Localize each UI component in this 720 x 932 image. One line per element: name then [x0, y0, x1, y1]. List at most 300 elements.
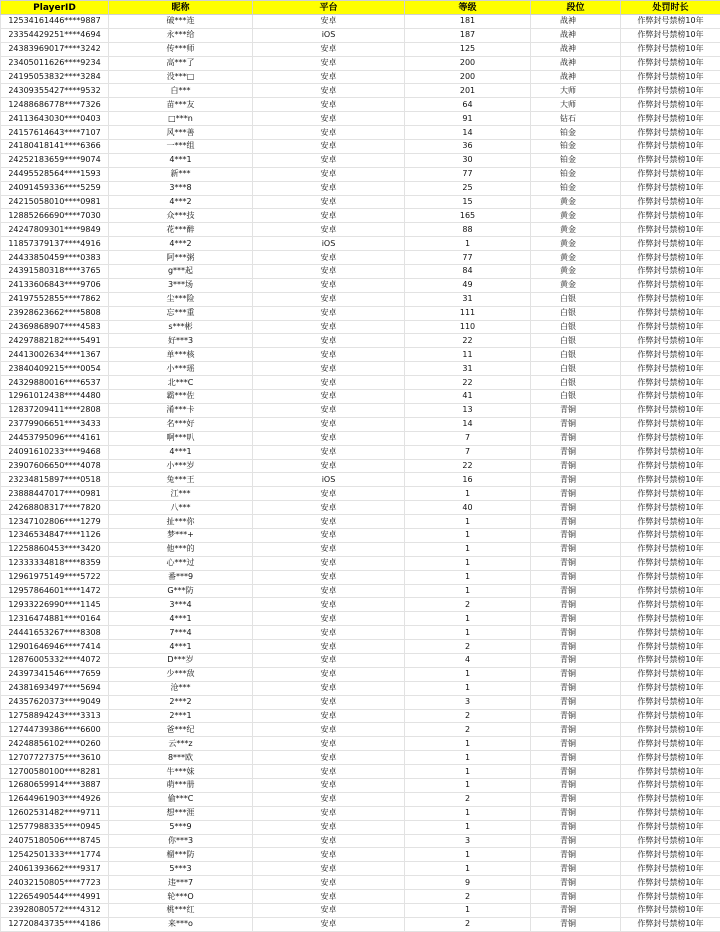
tier-cell: 铂金 — [531, 140, 621, 154]
tier-cell: 青铜 — [531, 765, 621, 779]
level-cell: 1 — [405, 806, 531, 820]
player-id-cell: 24268808317****7820 — [1, 501, 109, 515]
level-cell: 2 — [405, 792, 531, 806]
nickname-cell: g***起 — [109, 265, 253, 279]
penalty-cell: 作弊封号禁榜10年 — [621, 584, 720, 598]
nickname-cell: 他***的 — [109, 542, 253, 556]
header-nickname: 昵称 — [109, 1, 253, 15]
tier-cell: 青铜 — [531, 890, 621, 904]
platform-cell: 安卓 — [253, 403, 405, 417]
penalty-cell: 作弊封号禁榜10年 — [621, 403, 720, 417]
nickname-cell: 3***场 — [109, 278, 253, 292]
penalty-cell: 作弊封号禁榜10年 — [621, 292, 720, 306]
table-row — [1, 640, 720, 654]
platform-cell: 安卓 — [253, 278, 405, 292]
player-id-cell: 24297882182****5491 — [1, 334, 109, 348]
player-id-cell: 12542501333****1774 — [1, 848, 109, 862]
level-cell: 1 — [405, 542, 531, 556]
table-row — [1, 28, 720, 42]
nickname-cell: G***防 — [109, 584, 253, 598]
table-row — [1, 334, 720, 348]
tier-cell: 青铜 — [531, 834, 621, 848]
player-id-cell: 24252183659****9074 — [1, 153, 109, 167]
nickname-cell: 来***o — [109, 917, 253, 931]
platform-cell: 安卓 — [253, 223, 405, 237]
player-id-cell: 24113643030****0403 — [1, 112, 109, 126]
table-row — [1, 56, 720, 70]
table-row — [1, 806, 720, 820]
level-cell: 2 — [405, 890, 531, 904]
platform-cell: 安卓 — [253, 792, 405, 806]
tier-cell: 青铜 — [531, 904, 621, 918]
level-cell: 7 — [405, 445, 531, 459]
tier-cell: 青铜 — [531, 612, 621, 626]
table-row — [1, 917, 720, 931]
table-row — [1, 653, 720, 667]
platform-cell: 安卓 — [253, 751, 405, 765]
tier-cell: 钻石 — [531, 112, 621, 126]
level-cell: 1 — [405, 904, 531, 918]
penalty-cell: 作弊封号禁榜10年 — [621, 265, 720, 279]
table-row — [1, 362, 720, 376]
nickname-cell: D***岁 — [109, 653, 253, 667]
level-cell: 41 — [405, 390, 531, 404]
nickname-cell: 爸***纪 — [109, 723, 253, 737]
penalty-cell: 作弊封号禁榜10年 — [621, 390, 720, 404]
nickname-cell: 新*** — [109, 167, 253, 181]
penalty-cell: 作弊封号禁榜10年 — [621, 28, 720, 42]
table-row — [1, 84, 720, 98]
player-id-cell: 23928080572****4312 — [1, 904, 109, 918]
player-id-cell: 12644961903****4926 — [1, 792, 109, 806]
table-row — [1, 528, 720, 542]
tier-cell: 黄金 — [531, 265, 621, 279]
penalty-cell: 作弊封号禁榜10年 — [621, 820, 720, 834]
penalty-cell: 作弊封号禁榜10年 — [621, 195, 720, 209]
level-cell: 77 — [405, 167, 531, 181]
table-row — [1, 98, 720, 112]
platform-cell: 安卓 — [253, 709, 405, 723]
table-row — [1, 709, 720, 723]
level-cell: 2 — [405, 640, 531, 654]
nickname-cell: 5***9 — [109, 820, 253, 834]
platform-cell: 安卓 — [253, 487, 405, 501]
platform-cell: 安卓 — [253, 501, 405, 515]
table-row — [1, 390, 720, 404]
player-id-cell: 23405011626****9234 — [1, 56, 109, 70]
nickname-cell: 小***瑶 — [109, 362, 253, 376]
tier-cell: 青铜 — [531, 445, 621, 459]
player-id-cell: 12837209411****2808 — [1, 403, 109, 417]
penalty-cell: 作弊封号禁榜10年 — [621, 556, 720, 570]
penalty-cell: 作弊封号禁榜10年 — [621, 320, 720, 334]
table-row — [1, 737, 720, 751]
penalty-cell: 作弊封号禁榜10年 — [621, 751, 720, 765]
table-row — [1, 487, 720, 501]
platform-cell: 安卓 — [253, 723, 405, 737]
table-row — [1, 15, 720, 29]
level-cell: 64 — [405, 98, 531, 112]
platform-cell: 安卓 — [253, 292, 405, 306]
nickname-cell: 名***好 — [109, 417, 253, 431]
penalty-cell: 作弊封号禁榜10年 — [621, 765, 720, 779]
level-cell: 13 — [405, 403, 531, 417]
nickname-cell: 8***欧 — [109, 751, 253, 765]
penalty-cell: 作弊封号禁榜10年 — [621, 612, 720, 626]
nickname-cell: 北***C — [109, 376, 253, 390]
level-cell: 25 — [405, 181, 531, 195]
level-cell: 31 — [405, 362, 531, 376]
level-cell: 1 — [405, 681, 531, 695]
tier-cell: 青铜 — [531, 917, 621, 931]
table-row — [1, 556, 720, 570]
tier-cell: 黄金 — [531, 195, 621, 209]
tier-cell: 青铜 — [531, 737, 621, 751]
table-row — [1, 126, 720, 140]
player-id-cell: 24413002634****1367 — [1, 348, 109, 362]
penalty-cell: 作弊封号禁榜10年 — [621, 181, 720, 195]
penalty-cell: 作弊封号禁榜10年 — [621, 778, 720, 792]
player-id-cell: 24495528564****1593 — [1, 167, 109, 181]
platform-cell: 安卓 — [253, 612, 405, 626]
platform-cell: 安卓 — [253, 209, 405, 223]
table-row — [1, 584, 720, 598]
table-row — [1, 112, 720, 126]
penalty-cell: 作弊封号禁榜10年 — [621, 431, 720, 445]
tier-cell: 青铜 — [531, 584, 621, 598]
tier-cell: 青铜 — [531, 848, 621, 862]
player-id-cell: 12901646946****7414 — [1, 640, 109, 654]
nickname-cell: 啊***叭 — [109, 431, 253, 445]
platform-cell: 安卓 — [253, 459, 405, 473]
tier-cell: 战神 — [531, 28, 621, 42]
level-cell: 1 — [405, 487, 531, 501]
tier-cell: 青铜 — [531, 723, 621, 737]
platform-cell: 安卓 — [253, 848, 405, 862]
penalty-cell: 作弊封号禁榜10年 — [621, 15, 720, 29]
platform-cell: 安卓 — [253, 417, 405, 431]
level-cell: 2 — [405, 598, 531, 612]
table-row — [1, 862, 720, 876]
table-row — [1, 695, 720, 709]
tier-cell: 青铜 — [531, 487, 621, 501]
player-id-cell: 12700580100****8281 — [1, 765, 109, 779]
tier-cell: 青铜 — [531, 876, 621, 890]
platform-cell: iOS — [253, 237, 405, 251]
penalty-cell: 作弊封号禁榜10年 — [621, 681, 720, 695]
platform-cell: 安卓 — [253, 876, 405, 890]
table-row — [1, 459, 720, 473]
player-id-cell: 24391580318****3765 — [1, 265, 109, 279]
penalty-cell: 作弊封号禁榜10年 — [621, 334, 720, 348]
penalty-cell: 作弊封号禁榜10年 — [621, 848, 720, 862]
platform-cell: 安卓 — [253, 542, 405, 556]
level-cell: 1 — [405, 820, 531, 834]
table-row — [1, 348, 720, 362]
player-id-cell: 12346534847****1126 — [1, 528, 109, 542]
player-id-cell: 23907606650****4078 — [1, 459, 109, 473]
penalty-cell: 作弊封号禁榜10年 — [621, 112, 720, 126]
player-id-cell: 12876005332****4072 — [1, 653, 109, 667]
tier-cell: 白银 — [531, 334, 621, 348]
player-id-cell: 12961012438****4480 — [1, 390, 109, 404]
platform-cell: 安卓 — [253, 348, 405, 362]
table-row — [1, 765, 720, 779]
tier-cell: 铂金 — [531, 126, 621, 140]
tier-cell: 青铜 — [531, 751, 621, 765]
level-cell: 111 — [405, 306, 531, 320]
penalty-cell: 作弊封号禁榜10年 — [621, 542, 720, 556]
nickname-cell: 单***核 — [109, 348, 253, 362]
tier-cell: 青铜 — [531, 431, 621, 445]
player-id-cell: 24357620373****9049 — [1, 695, 109, 709]
tier-cell: 青铜 — [531, 515, 621, 529]
level-cell: 181 — [405, 15, 531, 29]
nickname-cell: 轮***O — [109, 890, 253, 904]
tier-cell: 战神 — [531, 56, 621, 70]
nickname-cell: 破***连 — [109, 15, 253, 29]
tier-cell: 铂金 — [531, 153, 621, 167]
tier-cell: 大师 — [531, 84, 621, 98]
penalty-cell: 作弊封号禁榜10年 — [621, 376, 720, 390]
nickname-cell: 牛***妹 — [109, 765, 253, 779]
player-id-cell: 24441653267****8308 — [1, 626, 109, 640]
player-id-cell: 12933226990****1145 — [1, 598, 109, 612]
level-cell: 11 — [405, 348, 531, 362]
penalty-cell: 作弊封号禁榜10年 — [621, 862, 720, 876]
penalty-cell: 作弊封号禁榜10年 — [621, 278, 720, 292]
penalty-cell: 作弊封号禁榜10年 — [621, 653, 720, 667]
player-id-cell: 23888447017****0981 — [1, 487, 109, 501]
player-id-cell: 12680659914****3887 — [1, 778, 109, 792]
penalty-cell: 作弊封号禁榜10年 — [621, 667, 720, 681]
level-cell: 165 — [405, 209, 531, 223]
level-cell: 88 — [405, 223, 531, 237]
header-player-id: PlayerID — [1, 1, 109, 15]
penalty-cell: 作弊封号禁榜10年 — [621, 417, 720, 431]
penalty-cell: 作弊封号禁榜10年 — [621, 140, 720, 154]
table-row — [1, 876, 720, 890]
platform-cell: 安卓 — [253, 70, 405, 84]
platform-cell: 安卓 — [253, 626, 405, 640]
level-cell: 1 — [405, 751, 531, 765]
nickname-cell: 少***敌 — [109, 667, 253, 681]
level-cell: 31 — [405, 292, 531, 306]
penalty-cell: 作弊封号禁榜10年 — [621, 640, 720, 654]
penalty-cell: 作弊封号禁榜10年 — [621, 306, 720, 320]
platform-cell: 安卓 — [253, 140, 405, 154]
player-id-cell: 24215058010****0981 — [1, 195, 109, 209]
table-row — [1, 223, 720, 237]
platform-cell: 安卓 — [253, 56, 405, 70]
nickname-cell: 没***□ — [109, 70, 253, 84]
level-cell: 1 — [405, 515, 531, 529]
platform-cell: 安卓 — [253, 778, 405, 792]
penalty-cell: 作弊封号禁榜10年 — [621, 528, 720, 542]
platform-cell: 安卓 — [253, 904, 405, 918]
player-id-cell: 24133606843****9706 — [1, 278, 109, 292]
penalty-cell: 作弊封号禁榜10年 — [621, 792, 720, 806]
nickname-cell: 5***3 — [109, 862, 253, 876]
platform-cell: 安卓 — [253, 181, 405, 195]
nickname-cell: 一***组 — [109, 140, 253, 154]
player-id-cell: 24157614643****7107 — [1, 126, 109, 140]
nickname-cell: 你***3 — [109, 834, 253, 848]
table-row — [1, 445, 720, 459]
header-platform: 平台 — [253, 1, 405, 15]
tier-cell: 青铜 — [531, 598, 621, 612]
tier-cell: 白银 — [531, 320, 621, 334]
nickname-cell: □***n — [109, 112, 253, 126]
header-row — [1, 1, 720, 15]
table-row — [1, 167, 720, 181]
platform-cell: 安卓 — [253, 737, 405, 751]
platform-cell: 安卓 — [253, 445, 405, 459]
penalty-cell: 作弊封号禁榜10年 — [621, 806, 720, 820]
penalty-cell: 作弊封号禁榜10年 — [621, 890, 720, 904]
penalty-cell: 作弊封号禁榜10年 — [621, 84, 720, 98]
header-tier: 段位 — [531, 1, 621, 15]
platform-cell: 安卓 — [253, 376, 405, 390]
tier-cell: 黄金 — [531, 223, 621, 237]
player-id-cell: 24197552855****7862 — [1, 292, 109, 306]
level-cell: 1 — [405, 237, 531, 251]
player-id-cell: 24180418141****6366 — [1, 140, 109, 154]
player-id-cell: 23928623662****5808 — [1, 306, 109, 320]
platform-cell: 安卓 — [253, 42, 405, 56]
level-cell: 30 — [405, 153, 531, 167]
nickname-cell: 想***涯 — [109, 806, 253, 820]
penalty-cell: 作弊封号禁榜10年 — [621, 834, 720, 848]
level-cell: 1 — [405, 528, 531, 542]
tier-cell: 白银 — [531, 376, 621, 390]
table-row — [1, 501, 720, 515]
penalty-cell: 作弊封号禁榜10年 — [621, 515, 720, 529]
penalty-cell: 作弊封号禁榜10年 — [621, 348, 720, 362]
tier-cell: 青铜 — [531, 640, 621, 654]
penalty-cell: 作弊封号禁榜10年 — [621, 598, 720, 612]
level-cell: 3 — [405, 695, 531, 709]
player-id-cell: 24195053832****3284 — [1, 70, 109, 84]
table-row — [1, 542, 720, 556]
nickname-cell: 小***岁 — [109, 459, 253, 473]
platform-cell: 安卓 — [253, 112, 405, 126]
tier-cell: 青铜 — [531, 626, 621, 640]
level-cell: 22 — [405, 459, 531, 473]
nickname-cell: 偷***C — [109, 792, 253, 806]
nickname-cell: 花***醉 — [109, 223, 253, 237]
tier-cell: 黄金 — [531, 278, 621, 292]
penalty-cell: 作弊封号禁榜10年 — [621, 626, 720, 640]
penalty-cell: 作弊封号禁榜10年 — [621, 223, 720, 237]
player-id-cell: 12258860453****3420 — [1, 542, 109, 556]
player-id-cell: 24329880016****6537 — [1, 376, 109, 390]
nickname-cell: 2***1 — [109, 709, 253, 723]
level-cell: 9 — [405, 876, 531, 890]
tier-cell: 青铜 — [531, 528, 621, 542]
platform-cell: 安卓 — [253, 431, 405, 445]
nickname-cell: 3***4 — [109, 598, 253, 612]
tier-cell: 青铜 — [531, 792, 621, 806]
nickname-cell: 4***2 — [109, 237, 253, 251]
table-row — [1, 890, 720, 904]
penalty-cell: 作弊封号禁榜10年 — [621, 695, 720, 709]
player-id-cell: 12488686778****7326 — [1, 98, 109, 112]
level-cell: 14 — [405, 126, 531, 140]
platform-cell: 安卓 — [253, 765, 405, 779]
nickname-cell: 7***4 — [109, 626, 253, 640]
table-row — [1, 403, 720, 417]
level-cell: 14 — [405, 417, 531, 431]
table-row — [1, 570, 720, 584]
nickname-cell: 违***7 — [109, 876, 253, 890]
level-cell: 16 — [405, 473, 531, 487]
player-id-cell: 23779906651****3433 — [1, 417, 109, 431]
platform-cell: 安卓 — [253, 640, 405, 654]
platform-cell: 安卓 — [253, 834, 405, 848]
tier-cell: 白银 — [531, 362, 621, 376]
player-id-cell: 11857379137****4916 — [1, 237, 109, 251]
table-row — [1, 278, 720, 292]
level-cell: 201 — [405, 84, 531, 98]
penalty-cell: 作弊封号禁榜10年 — [621, 445, 720, 459]
player-id-cell: 23354429251****4694 — [1, 28, 109, 42]
table-row — [1, 515, 720, 529]
platform-cell: 安卓 — [253, 515, 405, 529]
table-row — [1, 292, 720, 306]
nickname-cell: 白*** — [109, 84, 253, 98]
nickname-cell: 扯***你 — [109, 515, 253, 529]
penalty-cell: 作弊封号禁榜10年 — [621, 98, 720, 112]
nickname-cell: 沧*** — [109, 681, 253, 695]
nickname-cell: 番***9 — [109, 570, 253, 584]
table-row — [1, 904, 720, 918]
table-row — [1, 42, 720, 56]
level-cell: 1 — [405, 778, 531, 792]
nickname-cell: 八*** — [109, 501, 253, 515]
nickname-cell: 4***1 — [109, 612, 253, 626]
nickname-cell: 4***2 — [109, 195, 253, 209]
player-id-cell: 24381693497****5694 — [1, 681, 109, 695]
level-cell: 110 — [405, 320, 531, 334]
tier-cell: 青铜 — [531, 570, 621, 584]
nickname-cell: 高***了 — [109, 56, 253, 70]
level-cell: 3 — [405, 834, 531, 848]
table-row — [1, 70, 720, 84]
level-cell: 200 — [405, 70, 531, 84]
player-id-cell: 24309355427****9532 — [1, 84, 109, 98]
table-row — [1, 598, 720, 612]
player-id-cell: 24032150805****7723 — [1, 876, 109, 890]
penalty-cell: 作弊封号禁榜10年 — [621, 737, 720, 751]
header-level: 等级 — [405, 1, 531, 15]
tier-cell: 青铜 — [531, 542, 621, 556]
tier-cell: 铂金 — [531, 181, 621, 195]
table-row — [1, 626, 720, 640]
table-row — [1, 376, 720, 390]
tier-cell: 黄金 — [531, 237, 621, 251]
table-row — [1, 153, 720, 167]
nickname-cell: 阿***粥 — [109, 251, 253, 265]
tier-cell: 青铜 — [531, 556, 621, 570]
nickname-cell: 4***1 — [109, 445, 253, 459]
tier-cell: 青铜 — [531, 473, 621, 487]
player-id-cell: 24397341546****7659 — [1, 667, 109, 681]
tier-cell: 青铜 — [531, 501, 621, 515]
platform-cell: 安卓 — [253, 84, 405, 98]
table-row — [1, 140, 720, 154]
player-id-cell: 24247809301****9849 — [1, 223, 109, 237]
